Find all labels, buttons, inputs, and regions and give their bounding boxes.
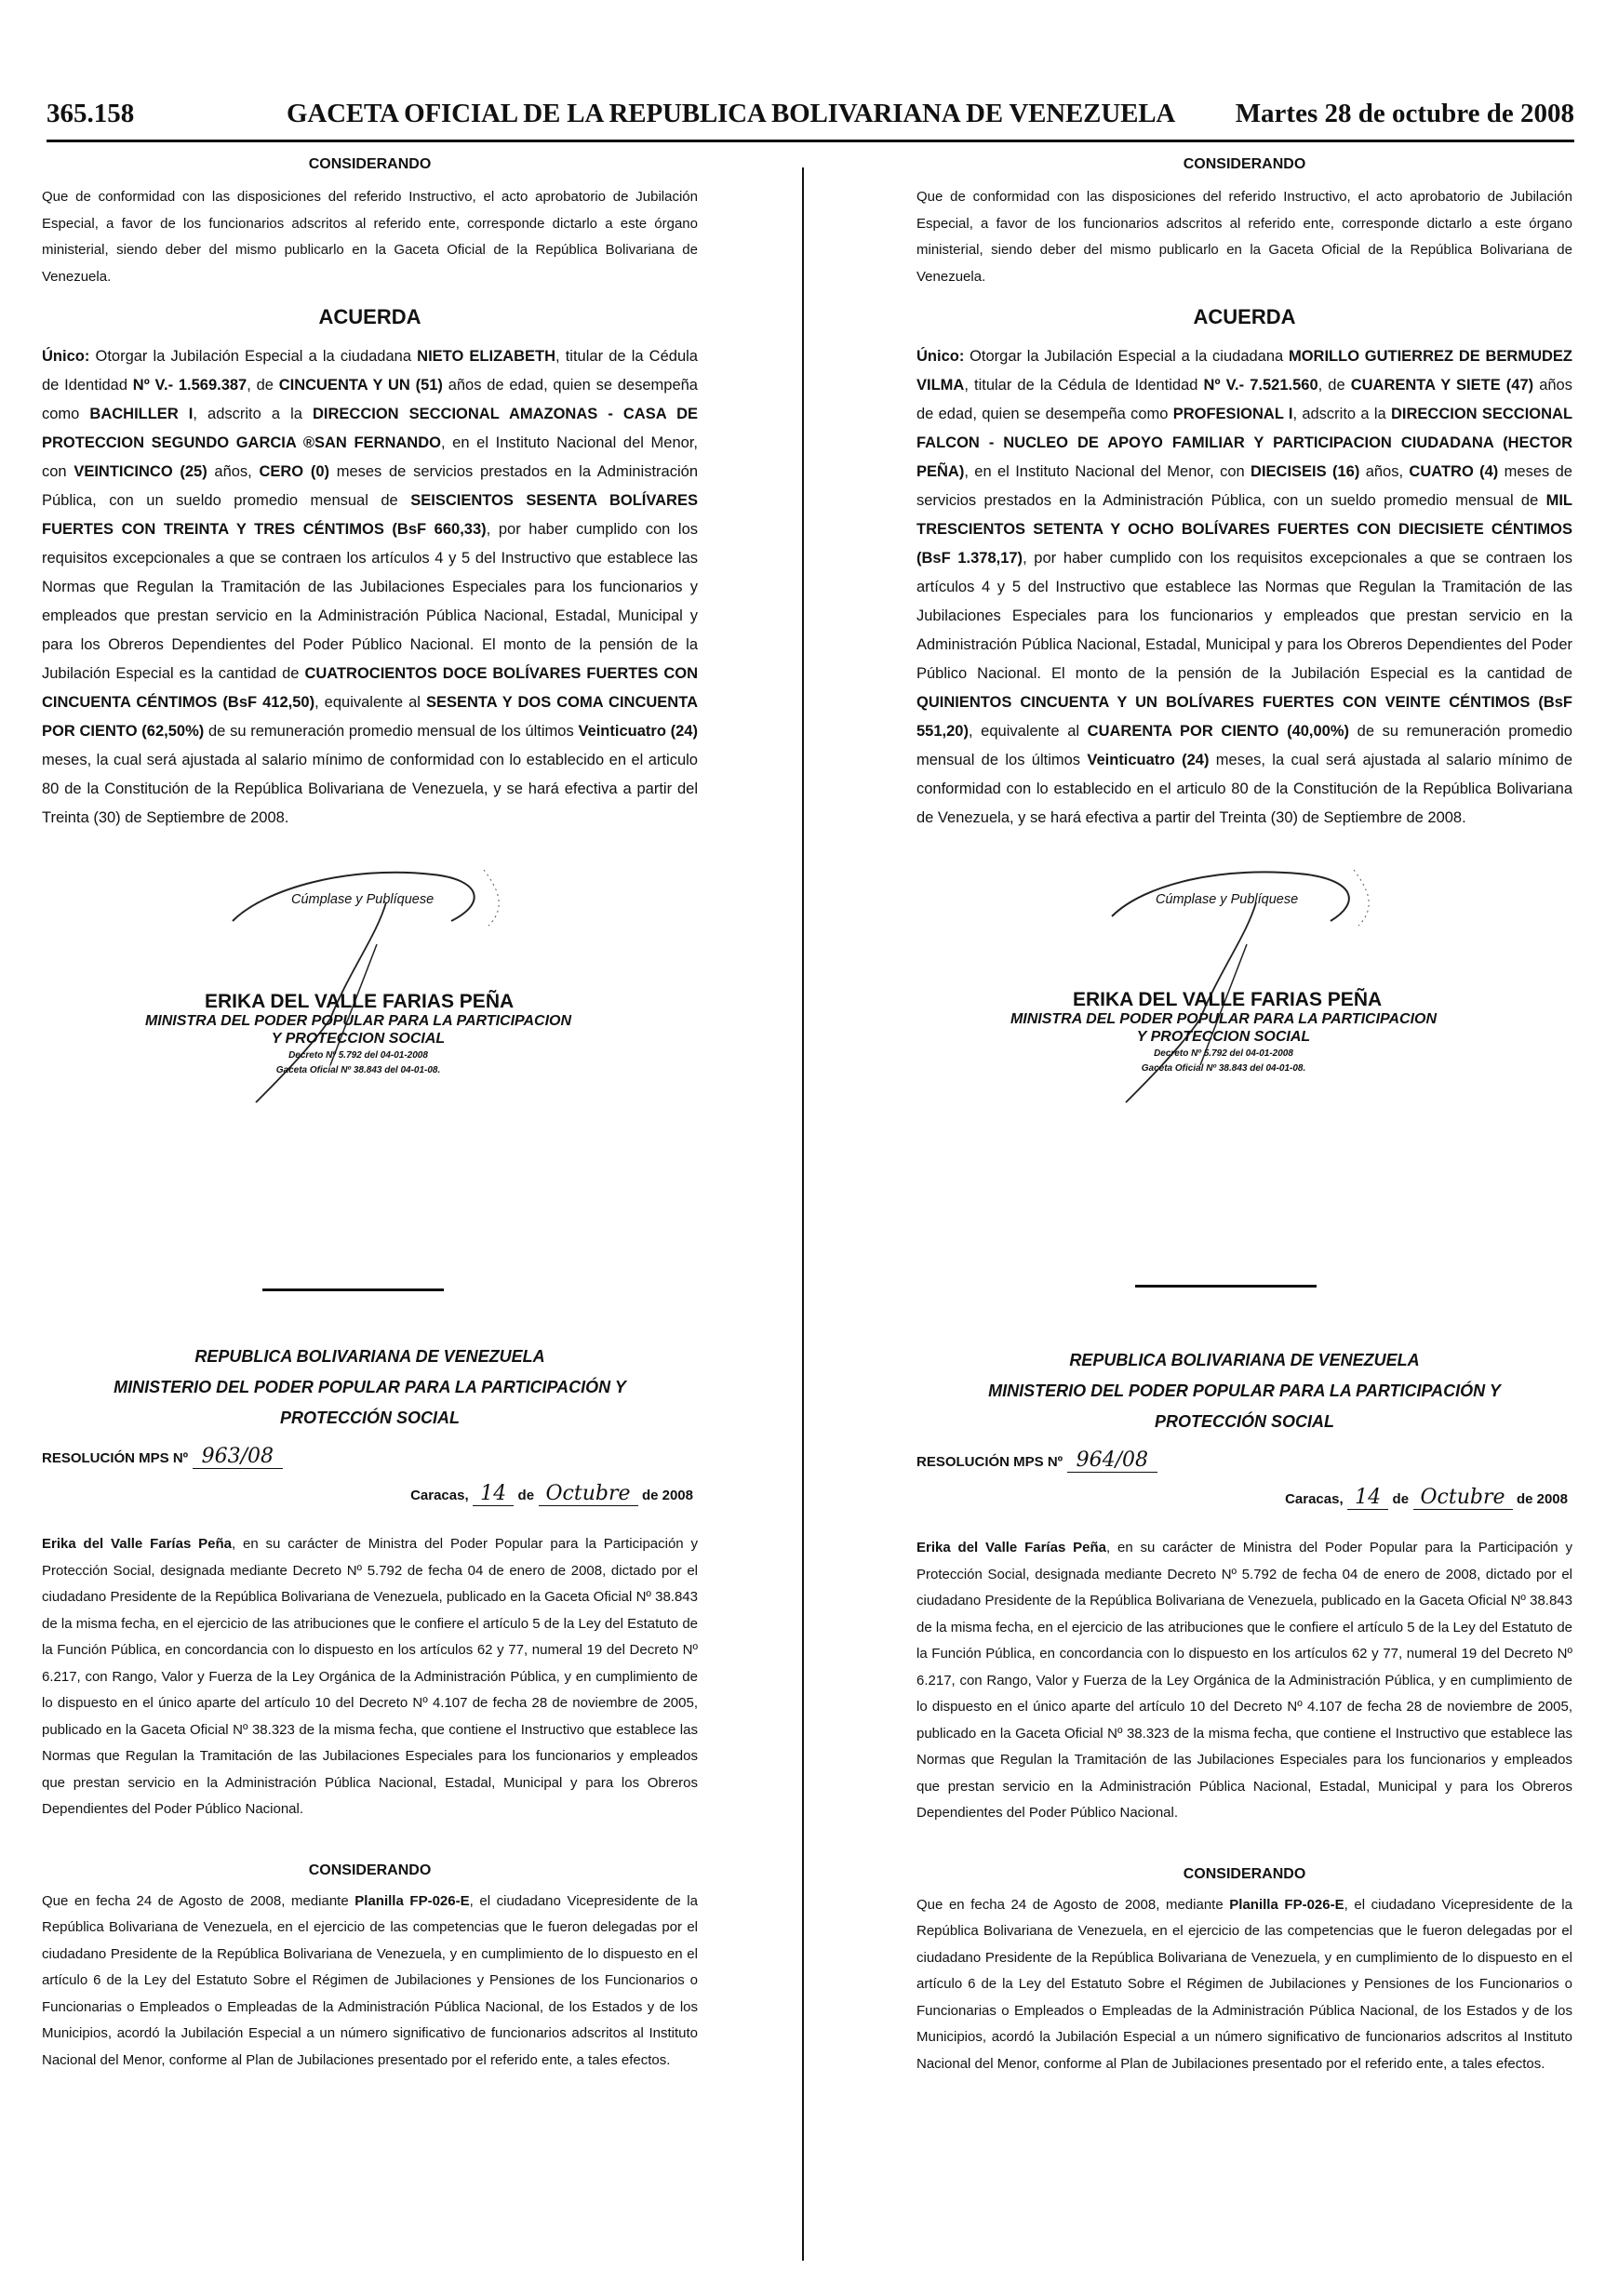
signatory-title-2: Y PROTECCION SOCIAL [1136, 1029, 1311, 1045]
page-number: 365.158 [47, 99, 135, 128]
caracas-label: Caracas, [410, 1488, 469, 1503]
caracas-date-line [42, 1482, 693, 1505]
caracas-de: de [517, 1488, 535, 1503]
signatory-decree: Decreto Nº 5.792 del 04-01-2008 [1154, 1048, 1293, 1059]
ministerio-line: MINISTERIO DEL PODER POPULAR PARA LA PARTICIPACIÓN Y [988, 1382, 1501, 1400]
considerando-text: Que de conformidad con las disposiciones del referido Instructivo, el acto aprobatorio de Jubilación Especial, a favor de los funcionarios adscritos al referido ente, corresponde dictarlo a este órgano ministerial, siendo deber del mismo publicarlo en la Gaceta Oficial de la República Bolivariana de Venezuela. [42, 189, 698, 285]
considerando-heading: CONSIDERANDO [1183, 156, 1306, 172]
considerando-heading-2: CONSIDERANDO [1183, 1865, 1306, 1882]
caracas-month: Octubre [539, 1482, 638, 1506]
considerando-text: Que de conformidad con las disposiciones del referido Instructivo, el acto aprobatorio de Jubilación Especial, a favor de los funcionarios adscritos al referido ente, corresponde dictarlo a este órgano ministerial, siendo deber del mismo publicarlo en la Gaceta Oficial de la República Bolivariana de Venezuela. [916, 189, 1572, 285]
gazette-date: Martes 28 de octubre de 2008 [1235, 99, 1574, 128]
section-separator [1135, 1285, 1317, 1288]
acuerda-heading: ACUERDA [1193, 305, 1296, 328]
section-separator [262, 1288, 444, 1291]
right-column [916, 156, 1573, 2072]
signatory-title: MINISTRA DEL PODER POPULAR PARA LA PARTICIPACION [144, 1013, 572, 1029]
column-divider [802, 167, 804, 2261]
caracas-year: de 2008 [641, 1488, 693, 1503]
resolution-block [42, 1342, 698, 2074]
caracas-de: de [1392, 1491, 1410, 1507]
caracas-day: 14 [473, 1482, 514, 1506]
cumplase-stamp: Cúmplase y Publíquese [291, 892, 435, 907]
erika-paragraph: Erika del Valle Farías Peña, en su carácter de Ministra del Poder Popular para la Participación y Protección Social, designada mediante Decreto Nº 5.792 de fecha 04 de enero de 2008, dictado por el ciudadano Presidente de la República Bolivariana de Venezuela, publicado en la Gaceta Oficial Nº 38.843 de la misma fecha, en el ejercicio de las atribuciones que le confiere el artículo 5 de la Ley del Estatuto de la Función Pública, en concordancia con lo dispuesto en los artículos 62 y 77, numeral 19 del Decreto Nº 6.217, con Rango, Valor y Fuerza de la Ley Orgánica de la Administración Pública, y en cumplimiento de lo dispuesto en el único aparte del artículo 10 del Decreto Nº 4.107 de fecha 28 de noviembre de 2005, publicado en la Gaceta Oficial Nº 38.323 de la misma fecha, que contiene el Instructivo que establece las Normas que Regulan la Tramitación de las Jubilaciones Especiales para los funcionarios y empleados que prestan servicio en la Administración Pública Nacional, Estadal, Municipal y para los Obreros Dependientes del Poder Público Nacional. [42, 1536, 698, 1817]
gazette-header [47, 93, 1574, 142]
resolucion-number: 963/08 [193, 1445, 283, 1469]
ministerio-line: MINISTERIO DEL PODER POPULAR PARA LA PARTICIPACIÓN Y [114, 1378, 626, 1396]
caracas-label: Caracas, [1285, 1491, 1344, 1507]
signatory-title-2: Y PROTECCION SOCIAL [271, 1031, 446, 1047]
considerando-2-paragraph: Que en fecha 24 de Agosto de 2008, mediante Planilla FP-026-E, el ciudadano Vicepresidente de la República Bolivariana de Venezuela, en el ejercicio de las competencias que le fueron delegadas por el ciudadano Presidente de la República Bolivariana de Venezuela, y en cumplimiento de lo dispuesto en el artículo 6 de la Ley del Estatuto Sobre el Régimen de Jubilaciones y Pensiones de los Funcionarios o Funcionarias o Empleados o Empleadas de la Administración Pública Nacional, de los Estados y de los Municipios, acordó la Jubilación Especial a un número significativo de funcionarios adscritos al Instituto Nacional del Menor, conforme al Plan de Jubilaciones presentado por el referido ente, a tales efectos. [42, 1892, 698, 2068]
considerando-heading-2: CONSIDERANDO [308, 1862, 432, 1878]
resolution-block [916, 1345, 1572, 2077]
caracas-year: de 2008 [1516, 1491, 1568, 1507]
considerando-2-paragraph: Que en fecha 24 de Agosto de 2008, mediante Planilla FP-026-E, el ciudadano Vicepresidente de la República Bolivariana de Venezuela, en el ejercicio de las competencias que le fueron delegadas por el ciudadano Presidente de la República Bolivariana de Venezuela, y en cumplimiento de lo dispuesto en el artículo 6 de la Ley del Estatuto Sobre el Régimen de Jubilaciones y Pensiones de los Funcionarios o Funcionarias o Empleados o Empleadas de la Administración Pública Nacional, de los Estados y de los Municipios, acordó la Jubilación Especial a un número significativo de funcionarios adscritos al Instituto Nacional del Menor, conforme al Plan de Jubilaciones presentado por el referido ente, a tales efectos. [916, 1896, 1572, 2072]
resolucion-line [42, 1445, 698, 1476]
considerando-heading: CONSIDERANDO [308, 156, 432, 172]
resolucion-line [916, 1448, 1572, 1480]
caracas-date-line [916, 1486, 1568, 1509]
left-column [42, 156, 699, 2068]
proteccion-line: PROTECCIÓN SOCIAL [1154, 1412, 1334, 1431]
resolucion-label: RESOLUCIÓN MPS Nº [42, 1450, 189, 1466]
erika-paragraph: Erika del Valle Farías Peña, en su carácter de Ministra del Poder Popular para la Participación y Protección Social, designada mediante Decreto Nº 5.792 de fecha 04 de enero de 2008, dictado por el ciudadano Presidente de la República Bolivariana de Venezuela, publicado en la Gaceta Oficial Nº 38.843 de la misma fecha, en el ejercicio de las atribuciones que le confiere el artículo 5 de la Ley del Estatuto de la Función Pública, en concordancia con lo dispuesto en los artículos 62 y 77, numeral 19 del Decreto Nº 6.217, con Rango, Valor y Fuerza de la Ley Orgánica de la Administración Pública, y en cumplimiento de lo dispuesto en el único aparte del artículo 10 del Decreto Nº 4.107 de fecha 28 de noviembre de 2005, publicado en la Gaceta Oficial Nº 38.323 de la misma fecha, que contiene el Instructivo que establece las Normas que Regulan la Tramitación de las Jubilaciones Especiales para los funcionarios y empleados que prestan servicio en la Administración Pública Nacional, Estadal, Municipal y para los Obreros Dependientes del Poder Público Nacional. [916, 1540, 1572, 1821]
signatory-gaceta: Gaceta Oficial Nº 38.843 del 04-01-08. [1141, 1063, 1306, 1074]
resolucion-number: 964/08 [1067, 1448, 1157, 1473]
acuerda-heading: ACUERDA [318, 305, 421, 328]
signatory-name: ERIKA DEL VALLE FARIAS PEÑA [1073, 989, 1383, 1010]
signatory-name: ERIKA DEL VALLE FARIAS PEÑA [205, 991, 515, 1012]
republica-line: REPUBLICA BOLIVARIANA DE VENEZUELA [1069, 1351, 1420, 1369]
signature-block [42, 833, 698, 1112]
signatory-title: MINISTRA DEL PODER POPULAR PARA LA PARTICIPACION [1010, 1011, 1438, 1027]
proteccion-line: PROTECCIÓN SOCIAL [279, 1408, 460, 1427]
resolucion-label: RESOLUCIÓN MPS Nº [916, 1454, 1063, 1470]
signature-block [916, 833, 1572, 1112]
republica-line: REPUBLICA BOLIVARIANA DE VENEZUELA [194, 1347, 545, 1366]
caracas-month: Octubre [1413, 1486, 1513, 1510]
unico-paragraph: Único: Otorgar la Jubilación Especial a la ciudadana MORILLO GUTIERREZ DE BERMUDEZ VILMA, titular de la Cédula de Identidad Nº V.- 7.521.560, de CUARENTA Y SIETE (47) años de edad, quien se desempeña como PROFESIONAL I, adscrito a la DIRECCION SECCIONAL FALCON - NUCLEO DE APOYO FAMILIAR Y PARTICIPACION CIUDADANA (HECTOR PEÑA), en el Instituto Nacional del Menor, con DIECISEIS (16) años, CUATRO (4) meses de servicios prestados en la Administración Pública, con un sueldo promedio mensual de MIL TRESCIENTOS SETENTA Y OCHO BOLÍVARES FUERTES CON DIECISIETE CÉNTIMOS (BsF 1.378,17), por haber cumplido con los requisitos excepcionales a que se contraen los artículos 4 y 5 del Instructivo que establece las Normas que Regulan la Tramitación de las Jubilaciones Especiales para los funcionarios y empleados que prestan servicio en la Administración Pública Nacional, Estadal, Municipal y para los Obreros Dependientes del Poder Público Nacional. El monto de la pensión de la Jubilación Especial es la cantidad de QUINIENTOS CINCUENTA Y UN BOLÍVARES FUERTES CON VEINTE CÉNTIMOS (BsF 551,20), equivalente al CUARENTA POR CIENTO (40,00%) de su remuneración promedio mensual de los últimos Veinticuatro (24) meses, la cual será ajustada al salario mínimo de conformidad con lo establecido en el articulo 80 de la Constitución de la República Bolivariana de Venezuela, y se hará efectiva a partir del Treinta (30) de Septiembre de 2008. [916, 348, 1573, 826]
unico-paragraph: Único: Otorgar la Jubilación Especial a la ciudadana NIETO ELIZABETH, titular de la Cédula de Identidad Nº V.- 1.569.387, de CINCUENTA Y UN (51) años de edad, quien se desempeña como BACHILLER I, adscrito a la DIRECCION SECCIONAL AMAZONAS - CASA DE PROTECCION SEGUNDO GARCIA ®SAN FERNANDO, en el Instituto Nacional del Menor, con VEINTICINCO (25) años, CERO (0) meses de servicios prestados en la Administración Pública, con un sueldo promedio mensual de SEISCIENTOS SESENTA BOLÍVARES FUERTES CON TREINTA Y TRES CÉNTIMOS (BsF 660,33), por haber cumplido con los requisitos excepcionales a que se contraen los artículos 4 y 5 del Instructivo que establece las Normas que Regulan la Tramitación de las Jubilaciones Especiales para los funcionarios y empleados que prestan servicio en la Administración Pública Nacional, Estadal, Municipal y para los Obreros Dependientes del Poder Público Nacional. El monto de la pensión de la Jubilación Especial es la cantidad de CUATROCIENTOS DOCE BOLÍVARES FUERTES CON CINCUENTA CÉNTIMOS (BsF 412,50), equivalente al SESENTA Y DOS COMA CINCUENTA POR CIENTO (62,50%) de su remuneración promedio mensual de los últimos Veinticuatro (24) meses, la cual será ajustada al salario mínimo de conformidad con lo establecido en el articulo 80 de la Constitución de la República Bolivariana de Venezuela, y se hará efectiva a partir del Treinta (30) de Septiembre de 2008. [42, 348, 699, 826]
signatory-decree: Decreto Nº 5.792 del 04-01-2008 [288, 1050, 428, 1061]
gazette-title: GACETA OFICIAL DE LA REPUBLICA BOLIVARIANA DE VENEZUELA [287, 99, 1176, 128]
cumplase-stamp: Cúmplase y Publíquese [1156, 892, 1299, 907]
signatory-gaceta: Gaceta Oficial Nº 38.843 del 04-01-08. [275, 1065, 441, 1075]
caracas-day: 14 [1347, 1486, 1388, 1510]
